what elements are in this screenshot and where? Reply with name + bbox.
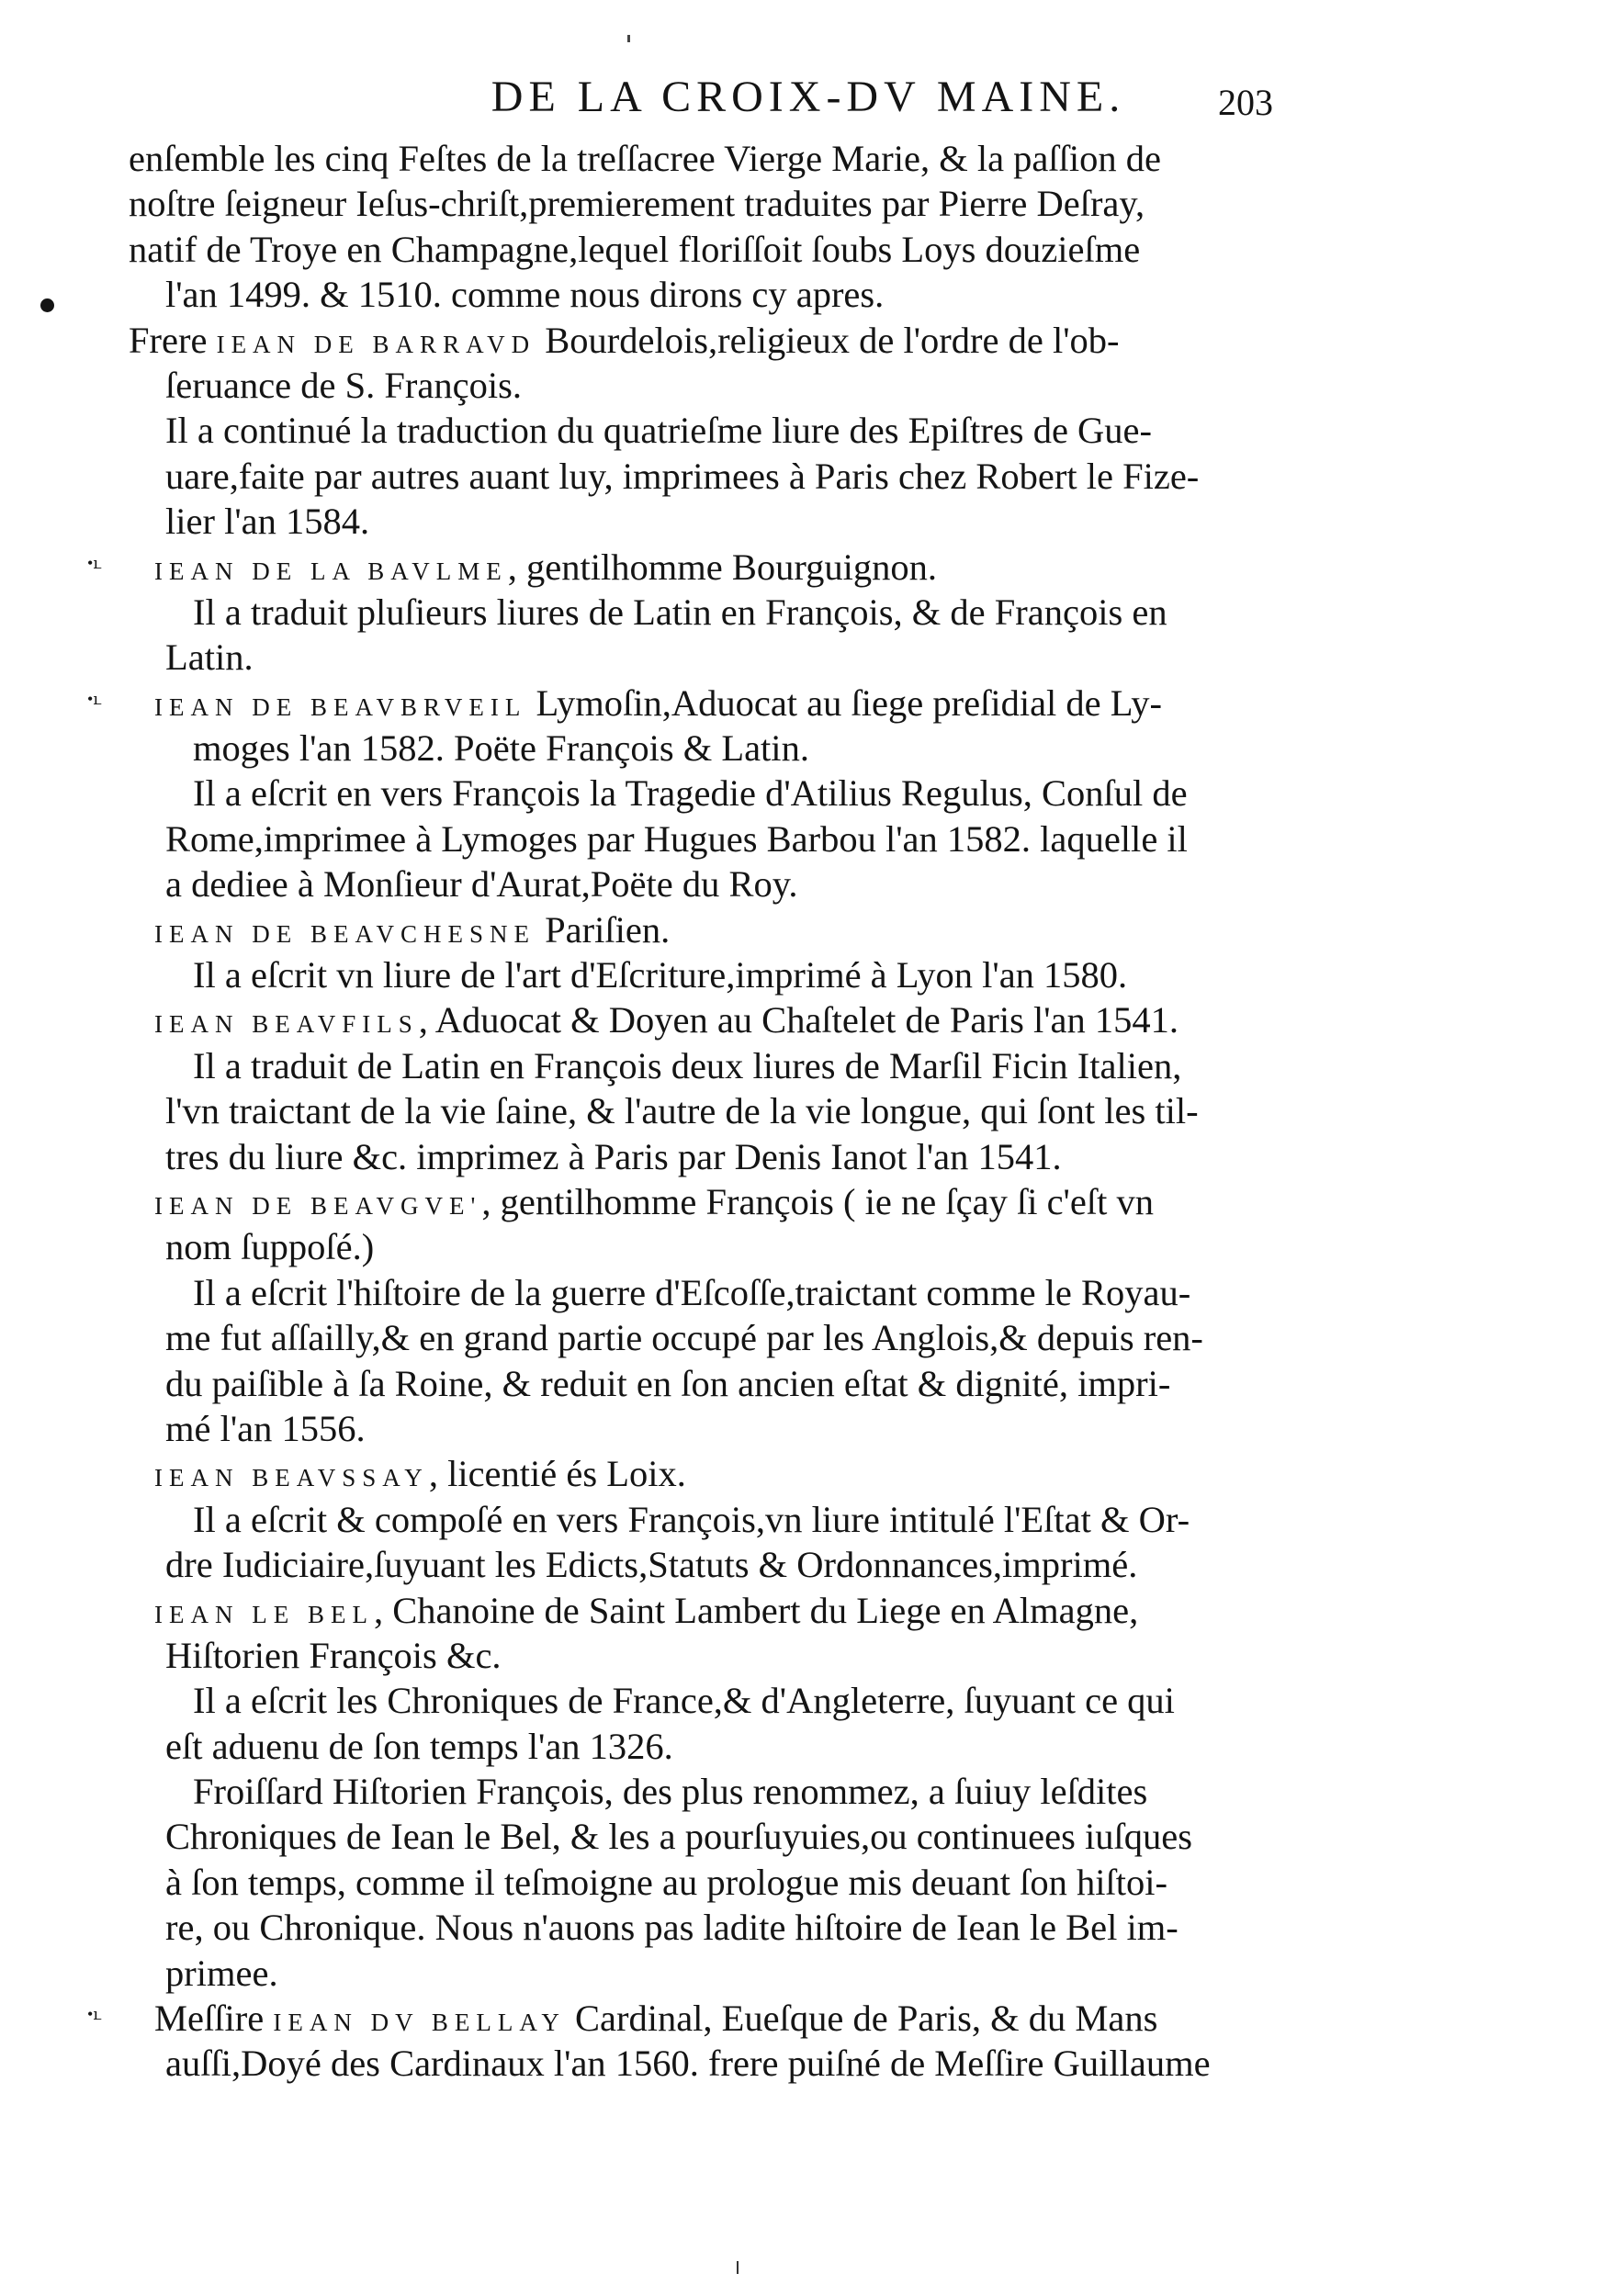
entry-descriptor: , gentilhomme François ( ie ne ſçay ſi c'eſt vn: [481, 1180, 1154, 1222]
author-name: IEAN DE LA BAVLME: [154, 557, 508, 585]
text-line: auſſi,Doyé des Cardinaux l'an 1560. frere puiſné de Meſſire Guillaume: [165, 2043, 1211, 2085]
author-name: IEAN BEAVFILS: [154, 1010, 419, 1039]
text-line: Il a eſcrit & compoſé en vers François,vn liure intitulé l'Eſtat & Or-: [193, 1498, 1190, 1540]
text-line: a dediee à Monſieur d'Aurat,Poëte du Roy.: [165, 863, 798, 906]
text-line: Il a eſcrit vn liure de l'art d'Eſcriture,imprimé à Lyon l'an 1580.: [193, 954, 1128, 996]
text-line: uare,faite par autres auant luy, imprimees à Paris chez Robert le Fize-: [165, 455, 1200, 497]
entry-heading: [129, 1179, 1277, 1224]
entry-heading: [129, 1451, 1277, 1496]
entry-heading: [87, 681, 1277, 726]
entry-heading: [129, 1588, 1277, 1633]
text-line: Chroniques de Iean le Bel, & les a pourſuyuies,ou continuees iuſques: [165, 1816, 1193, 1858]
text-line: nom ſuppoſé.): [165, 1226, 375, 1268]
text-line: primee.: [165, 1952, 278, 1994]
text-line: dre Iudiciaire,ſuyuant les Edicts,Statuts & Ordonnances,imprimé.: [165, 1544, 1138, 1586]
text-line: natif de Troye en Champagne,lequel floriſſoit ſoubs Loys douzieſme: [129, 228, 1141, 270]
text-line: Il a traduit pluſieurs liures de Latin en François, & de François en: [193, 591, 1167, 633]
text-line: me fut aſſailly,& en grand partie occupé par les Anglois,& depuis ren-: [165, 1317, 1203, 1359]
text-line: du paiſible à ſa Roine, & reduit en ſon ancien eſtat & dignité, impri-: [165, 1362, 1171, 1404]
print-mark: [627, 35, 630, 42]
text-line: lier l'an 1584.: [165, 501, 370, 543]
text-line: à ſon temps, comme il teſmoigne au prologue mis deuant ſon hiſtoi-: [165, 1861, 1168, 1903]
entry-descriptor: , gentilhomme Bourguignon.: [507, 546, 937, 588]
author-name: IEAN DE BARRAVD: [216, 330, 536, 358]
text-line: eſt aduenu de ſon temps l'an 1326.: [165, 1725, 673, 1767]
text-line: ſeruance de S. François.: [165, 364, 522, 406]
margin-mark: •ւ: [87, 553, 102, 572]
text-line: tres du liure &c. imprimez à Paris par Denis Ianot l'an 1541.: [165, 1135, 1062, 1177]
text-line: Il a eſcrit l'hiſtoire de la guerre d'Eſcoſſe,traictant comme le Royau-: [193, 1271, 1191, 1313]
text-line: Froiſſard Hiſtorien François, des plus renommez, a ſuiuy leſdites: [193, 1771, 1148, 1813]
entry-heading: [129, 997, 1277, 1042]
entry-heading: [87, 545, 1277, 590]
running-title: DE LA CROIX-DV MAINE.: [491, 73, 1126, 121]
entry-prefix: Meſſire: [154, 1998, 274, 2040]
text-line: Rome,imprimee à Lymoges par Hugues Barbou l'an 1582. laquelle il: [165, 817, 1188, 860]
body-text: [87, 136, 1277, 2087]
text-line: l'vn traictant de la vie ſaine, & l'autre de la vie longue, qui ſont les til-: [165, 1090, 1199, 1132]
text-line: mé l'an 1556.: [165, 1407, 366, 1449]
text-line: noſtre ſeigneur Ieſus-chriſt,premierement traduites par Pierre Deſray,: [129, 183, 1145, 225]
text-line: moges l'an 1582. Poëte François & Latin.: [193, 727, 809, 770]
author-name: IEAN LE BEL: [154, 1600, 374, 1628]
entry-descriptor: Bourdelois,religieux de l'ordre de l'ob-: [536, 319, 1120, 361]
text-line: l'an 1499. & 1510. comme nous dirons cy apres.: [165, 274, 885, 316]
text-line: Il a traduit de Latin en François deux liures de Marſil Ficin Italien,: [193, 1044, 1182, 1086]
entry-descriptor: Pariſien.: [536, 908, 671, 951]
text-line: Il a eſcrit en vers François la Tragedie d'Atilius Regulus, Conſul de: [193, 772, 1188, 815]
entry-heading: [129, 318, 1277, 363]
author-name: IEAN DE BEAVCHESNE: [154, 919, 536, 948]
entry-heading: [129, 907, 1277, 952]
margin-mark: •ւ: [87, 2005, 102, 2024]
entry-descriptor: , Aduocat & Doyen au Chaſtelet de Paris l'an 1541.: [418, 999, 1179, 1041]
entry-heading: [87, 1996, 1277, 2041]
author-name: IEAN BEAVSSAY: [154, 1464, 429, 1492]
ink-dot: [40, 298, 54, 312]
author-name: IEAN DV BELLAY: [273, 2009, 566, 2037]
entry-descriptor: Lymoſin,Aduocat au ſiege preſidial de Ly-: [526, 681, 1163, 724]
text-line: Hiſtorien François &c.: [165, 1634, 502, 1676]
text-line: enſemble les cinq Feſtes de la treſſacree Vierge Marie, & la paſſion de: [129, 138, 1162, 179]
text-line: re, ou Chronique. Nous n'auons pas ladite hiſtoire de Iean le Bel im-: [165, 1907, 1179, 1949]
entry-descriptor: , licentié és Loix.: [428, 1453, 686, 1495]
text-line: Latin.: [165, 636, 254, 679]
text-line: Il a eſcrit les Chroniques de France,& d'Angleterre, ſuyuant ce qui: [193, 1680, 1175, 1722]
entry-prefix: Frere: [129, 319, 217, 361]
margin-mark: •ւ: [87, 689, 102, 708]
print-mark: [737, 2261, 739, 2274]
entry-descriptor: Cardinal, Eueſque de Paris, & du Mans: [565, 1998, 1158, 2040]
entry-descriptor: , Chanoine de Saint Lambert du Liege en Almagne,: [373, 1589, 1139, 1631]
author-name: IEAN DE BEAVGVE': [154, 1191, 482, 1220]
text-line: Il a continué la traduction du quatrieſme liure des Epiſtres de Gue-: [165, 410, 1153, 452]
author-name: IEAN DE BEAVBRVEIL: [154, 692, 527, 721]
page-number: 203: [1218, 82, 1273, 123]
